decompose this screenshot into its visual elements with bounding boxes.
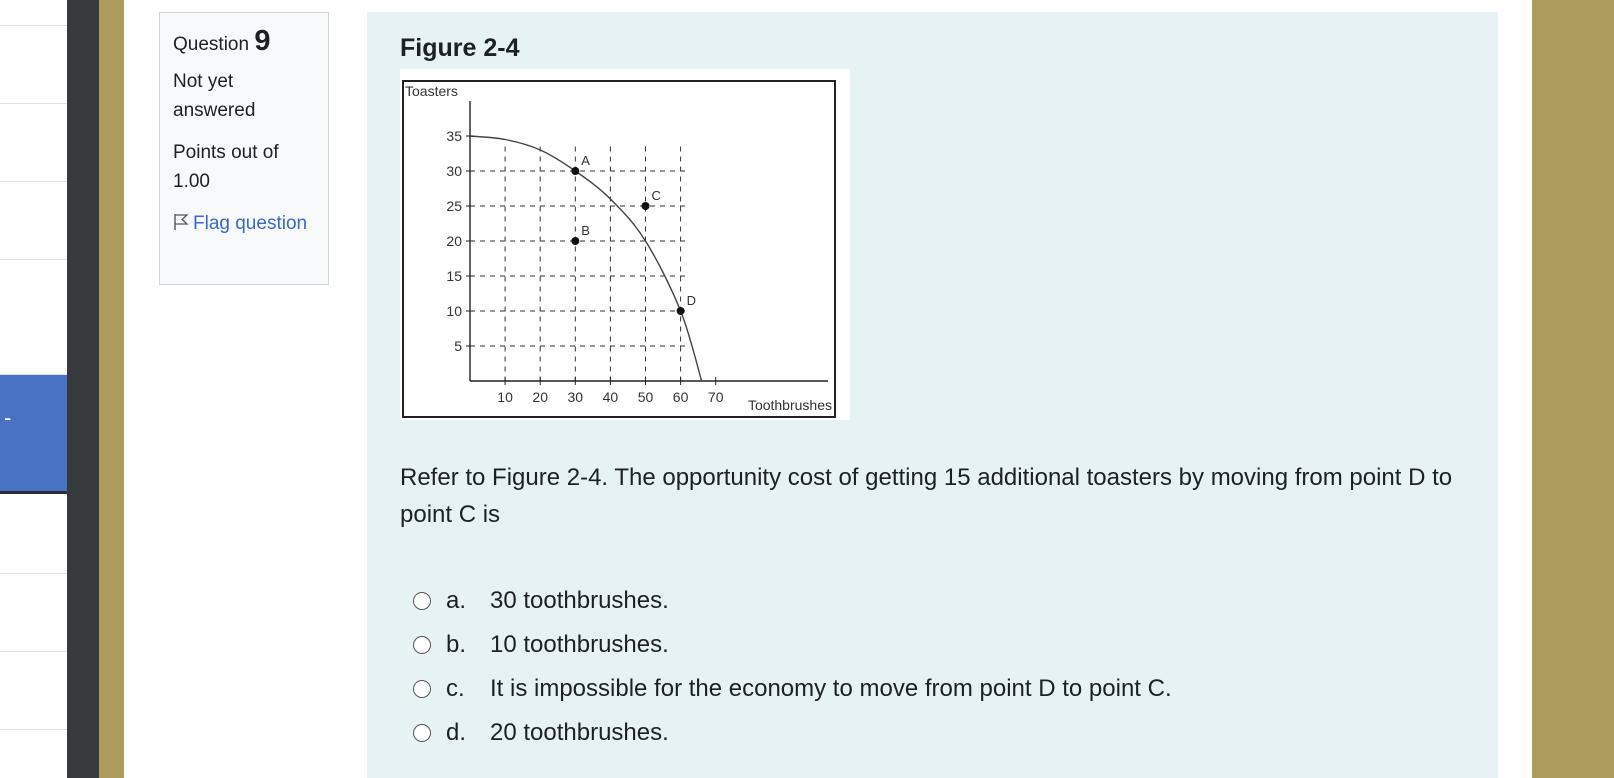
figure-title: Figure 2-4 — [400, 34, 520, 62]
nav-item[interactable] — [0, 0, 67, 26]
ppf-chart — [400, 69, 850, 420]
x-axis-label: Toothbrushes — [747, 397, 832, 413]
x-tick-label: 70 — [707, 389, 724, 405]
point-label-c: C — [651, 188, 661, 203]
x-tick-label: 50 — [637, 389, 654, 405]
question-number — [173, 27, 315, 59]
question-info — [159, 12, 329, 285]
answer-option-b[interactable] — [413, 623, 1172, 667]
point-label-b: B — [581, 223, 590, 238]
y-tick-label: 15 — [446, 268, 462, 284]
answer-option-a[interactable] — [413, 579, 1172, 623]
point-label-d: D — [686, 293, 696, 308]
nav-item[interactable] — [0, 260, 67, 375]
answer-letter: b. — [446, 631, 467, 658]
y-tick-label: 10 — [446, 303, 462, 319]
page-border-left — [99, 0, 124, 778]
question-label: Question — [173, 34, 250, 55]
answer-text: It is impossible for the economy to move from point D to point C. — [490, 675, 1172, 702]
answer-text: 20 toothbrushes. — [490, 719, 669, 746]
x-tick-label: 20 — [532, 389, 548, 405]
x-tick-label: 30 — [567, 389, 584, 405]
answer-letter: a. — [446, 587, 467, 614]
radio-button[interactable] — [413, 636, 431, 654]
nav-item[interactable] — [0, 652, 67, 730]
flag-icon — [173, 213, 189, 231]
nav-item[interactable] — [0, 26, 67, 104]
y-tick-label: 25 — [446, 198, 462, 214]
answer-option-c[interactable] — [413, 667, 1172, 711]
point-a — [571, 167, 579, 175]
y-tick-label: 30 — [446, 163, 462, 179]
nav-item[interactable] — [0, 574, 67, 652]
answer-letter: d. — [446, 719, 467, 746]
drawer-divider — [67, 0, 99, 778]
question-formulation — [367, 12, 1498, 778]
question-text: Refer to Figure 2-4. The opportunity cost of getting 15 additional toasters by moving from point D to point C is — [400, 464, 1453, 528]
question-number-value: 9 — [254, 25, 271, 57]
nav-item-active[interactable] — [0, 375, 67, 494]
point-d — [677, 307, 685, 315]
point-c — [642, 202, 650, 210]
y-tick-label: 20 — [446, 233, 462, 249]
y-tick-label: 35 — [446, 128, 462, 144]
answer-text: 30 toothbrushes. — [490, 587, 669, 614]
nav-item[interactable] — [0, 494, 67, 574]
x-tick-label: 10 — [497, 389, 513, 405]
nav-item[interactable] — [0, 182, 67, 260]
flag-question-link[interactable] — [173, 209, 315, 238]
radio-button[interactable] — [413, 680, 431, 698]
x-tick-label: 40 — [602, 389, 619, 405]
point-b — [571, 237, 579, 245]
radio-button[interactable] — [413, 592, 431, 610]
answer-text: 10 toothbrushes. — [490, 631, 669, 658]
point-label-a: A — [581, 153, 590, 168]
answer-options — [413, 579, 1172, 755]
flag-question-label: Flag question — [193, 213, 308, 234]
chart-frame — [403, 81, 835, 417]
quiz-navigation — [0, 0, 67, 778]
radio-button[interactable] — [413, 724, 431, 742]
question-grade: Points out of 1.00 — [173, 142, 279, 192]
answer-letter: c. — [446, 675, 465, 702]
x-tick-label: 60 — [672, 389, 689, 405]
page-border-right — [1532, 0, 1614, 778]
answer-option-d[interactable] — [413, 711, 1172, 755]
question-state: Not yet answered — [173, 71, 256, 121]
y-tick-label: 5 — [454, 338, 462, 354]
y-axis-label: Toasters — [405, 83, 458, 99]
nav-item[interactable] — [0, 104, 67, 182]
nav-active-marker: - — [4, 405, 12, 430]
